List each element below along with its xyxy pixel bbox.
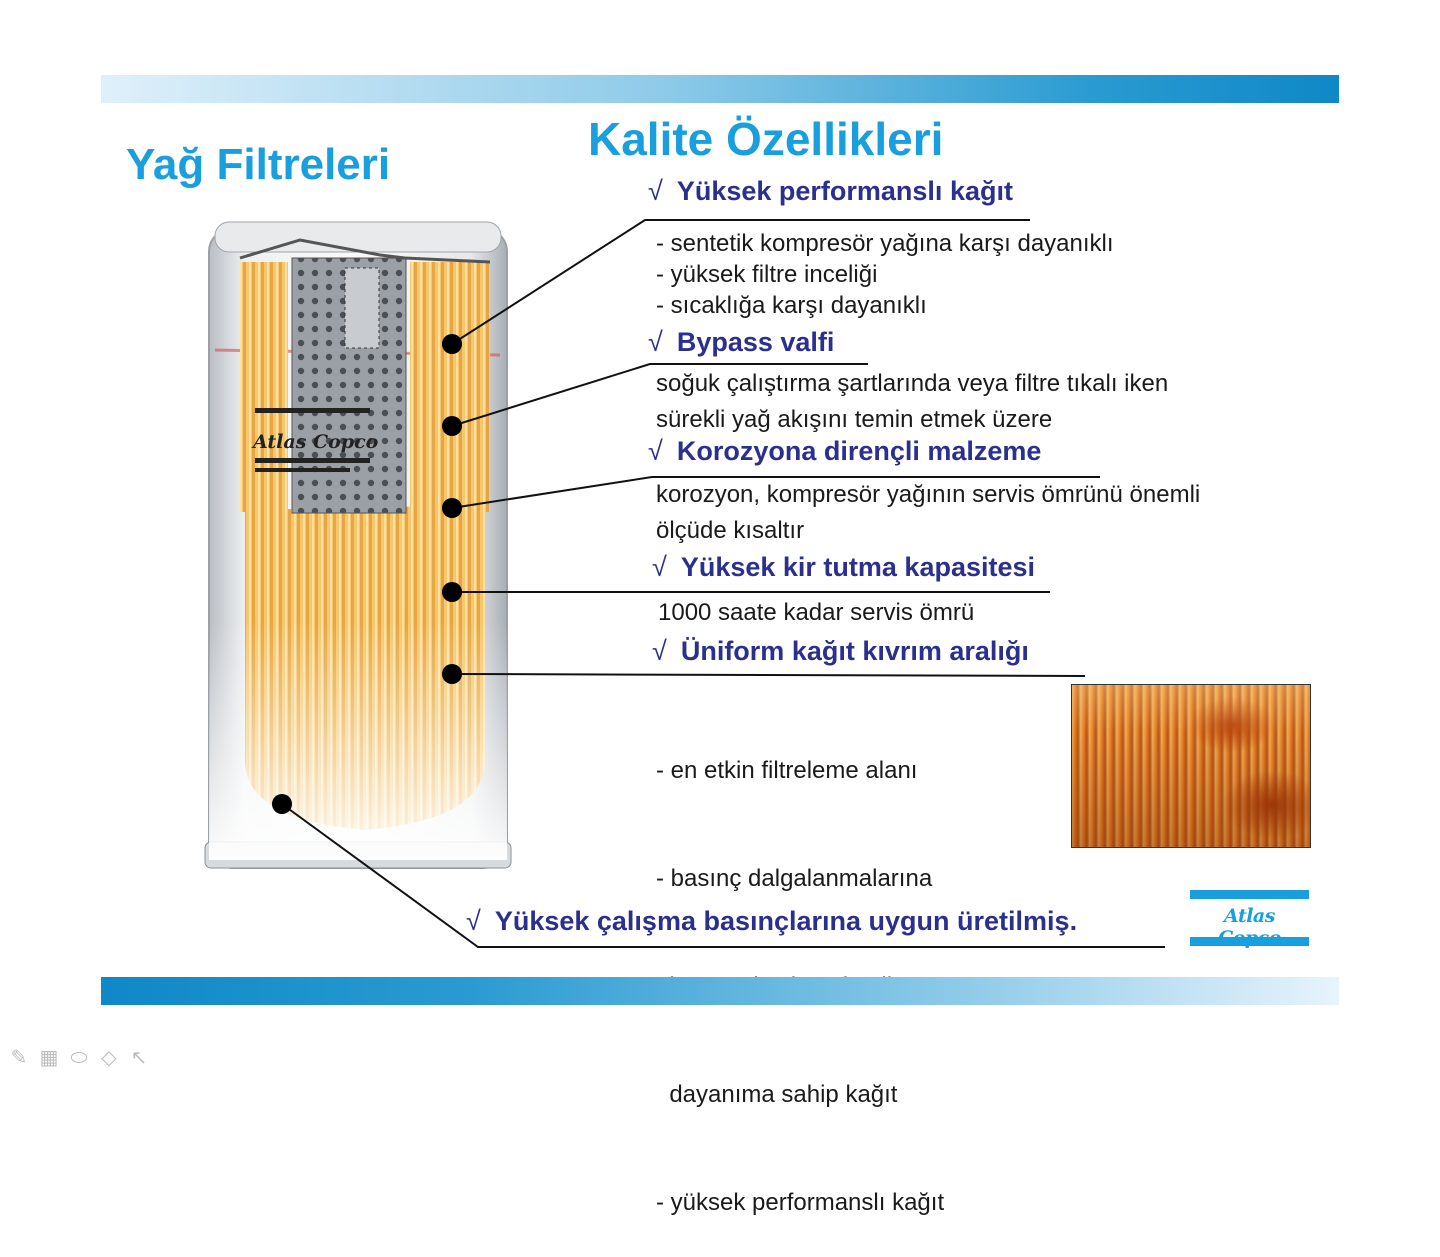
filter-pleat-media-left [240,262,288,512]
filter-brand-bar-mid [255,468,350,472]
bypass-spring [345,268,379,348]
feature-heading-2: √ Bypass valfi [648,327,835,357]
check-icon: √ [648,436,663,466]
atlas-copco-logo [1190,890,1309,946]
feature-heading-6: √ Yüksek çalışma basınçlarına uygun üretilmiş. [466,906,1078,936]
check-icon: √ [648,176,663,206]
feature-heading-1: √ Yüksek performanslı kağıt [648,176,1013,206]
check-icon: √ [652,636,667,666]
filter-brand-bar-top [255,408,370,413]
filter-fade [209,620,507,860]
feature-body-3: korozyon, kompresör yağının servis ömrünü önemli ölçüde kısaltır [656,481,1201,544]
feature-body-1: - sentetik kompresör yağına karşı dayanıklı - yüksek filtre inceliği - sıcaklığa karşı dayanıklı [656,230,1114,319]
check-icon: √ [466,906,481,936]
slide-title: Yağ Filtreleri [126,140,391,189]
filter-pleat-media-right [410,262,490,512]
filter-logo: Atlas Copco [253,431,379,453]
check-icon: √ [652,552,667,582]
feature-heading-5: √ Üniform kağıt kıvrım aralığı [652,636,1029,666]
pointer-icon[interactable]: ↖ [130,1045,148,1069]
filter-brand-bar-bottom [255,458,370,463]
check-icon: √ [648,327,663,357]
logo-bar-bottom [1190,937,1309,946]
pen-icon[interactable]: ✎ [10,1045,28,1069]
feature-heading-4: √ Yüksek kir tutma kapasitesi [652,552,1036,582]
feature-heading-3: √ Korozyona dirençli malzeme [648,436,1042,466]
eraser-icon[interactable]: ◇ [101,1045,117,1069]
logo-bar-top [1190,890,1309,899]
slideshow-toolbar [8,1045,150,1069]
pleat-closeup-image [1071,684,1311,848]
feature-body-4: 1000 saate kadar servis ömrü [658,599,975,626]
filter-top-lid [215,222,501,252]
feature-body-5: - en etkin filtreleme alanı - basınç dalgalanmalarına dayanıma sahip kağıt - yüksek performanslı kağıt [656,757,945,1216]
logo-text: Atlas [1224,905,1275,927]
slide-grid-icon[interactable]: ▦ [39,1045,59,1069]
bottom-gradient-band [101,977,1339,1005]
ink-icon[interactable]: ⬭ [70,1045,88,1069]
feature-body-2: soğuk çalıştırma şartlarında veya filtre tıkalı iken sürekli yağ akışını temin etmek üzere [656,370,1169,433]
section-title: Kalite Özellikleri [588,113,944,165]
